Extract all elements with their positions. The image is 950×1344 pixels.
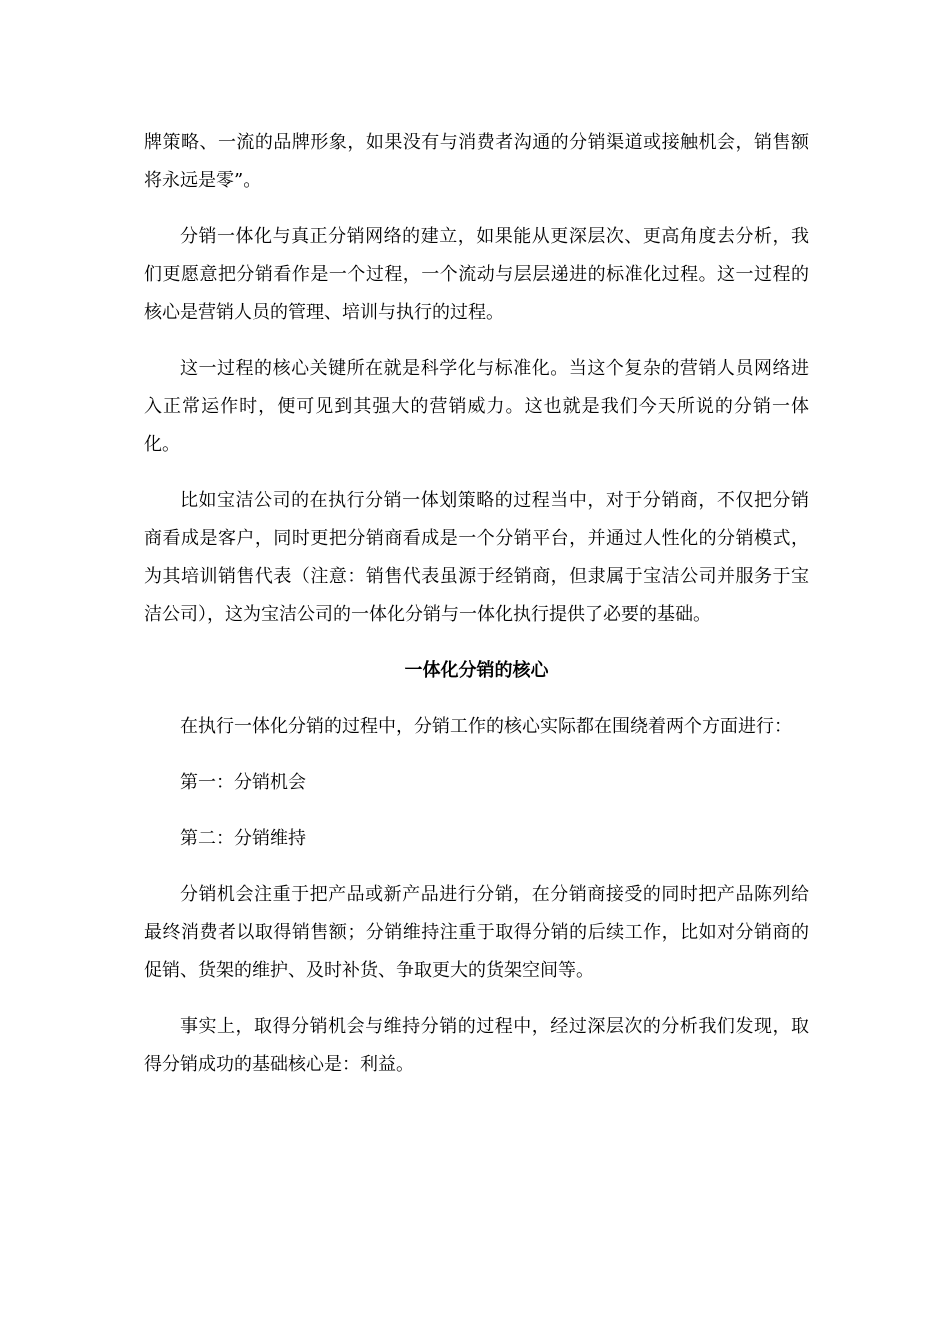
paragraph-gap [144, 200, 809, 218]
paragraph-gap [144, 332, 809, 350]
list-item-first: 第一：分销机会 [180, 772, 306, 793]
document-page [144, 124, 809, 1084]
section-heading: 一体化分销的核心 [404, 660, 549, 681]
paragraph-gap [144, 634, 809, 652]
paragraph-pg-example: 比如宝洁公司的在执行分销一体划策略的过程当中，对于分销商，不仅把分销商看成是客户，同时更把分销商看成是一个分销平台，并通过人性化的分销模式，为其培训销售代表（注意：销售代表虽源于经销商，但隶属于宝洁公司并服务于宝洁公司），这为宝洁公司的一体化分销与一体化执行提供了必要的基础。 [144, 490, 809, 625]
paragraph-gap [144, 858, 809, 876]
paragraph-gap [144, 990, 809, 1008]
paragraph-gap [144, 464, 809, 482]
paragraph-opportunity-maintenance: 分销机会注重于把产品或新产品进行分销，在分销商接受的同时把产品陈列给最终消费者以取得销售额；分销维持注重于取得分销的后续工作，比如对分销商的促销、货架的维护、及时补货、争取更大的货架空间等。 [144, 884, 809, 981]
paragraph-process-core: 这一过程的核心关键所在就是科学化与标准化。当这个复杂的营销人员网络进入正常运作时，便可见到其强大的营销威力。这也就是我们今天所说的分销一体化。 [144, 358, 809, 455]
paragraph-two-aspects: 在执行一体化分销的过程中，分销工作的核心实际都在围绕着两个方面进行： [180, 716, 792, 737]
paragraph-core-interest: 事实上，取得分销机会与维持分销的过程中，经过深层次的分析我们发现，取得分销成功的基础核心是：利益。 [144, 1016, 809, 1075]
paragraph-gap [144, 690, 809, 708]
paragraph-gap [144, 802, 809, 820]
paragraph-continuation: 牌策略、一流的品牌形象，如果没有与消费者沟通的分销渠道或接触机会，销售额将永远是零”。 [144, 132, 809, 191]
list-item-second: 第二：分销维持 [180, 828, 306, 849]
paragraph-gap [144, 746, 809, 764]
paragraph-distribution-integration: 分销一体化与真正分销网络的建立，如果能从更深层次、更高角度去分析，我们更愿意把分销看作是一个过程，一个流动与层层递进的标准化过程。这一过程的核心是营销人员的管理、培训与执行的过程。 [144, 226, 809, 323]
